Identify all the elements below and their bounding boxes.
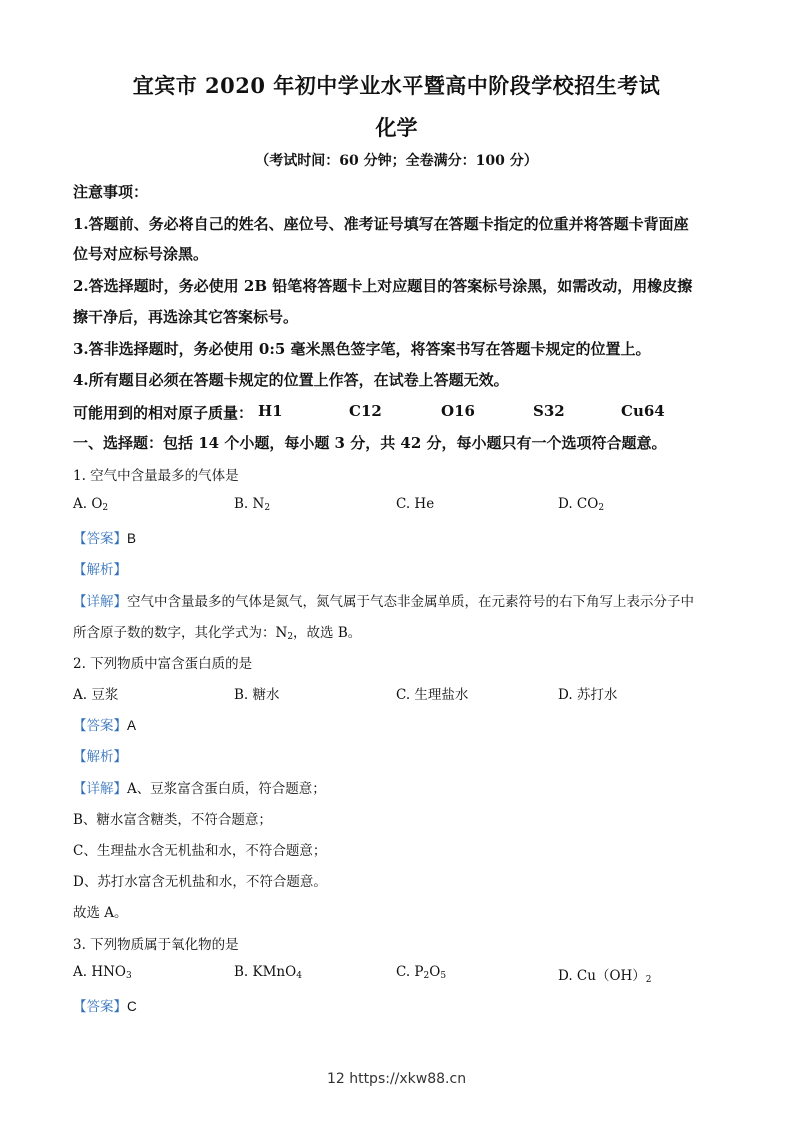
q2-answer-value: A — [127, 718, 137, 733]
atomic-mass-s: S32 — [533, 402, 565, 420]
q2-option-d: D. 苏打水 — [558, 687, 618, 703]
q3-option-b: B. KMnO$_4$ — [234, 964, 302, 981]
q2-option-a: A. 豆浆 — [73, 687, 119, 703]
q2-option-b: B. 糖水 — [234, 687, 280, 703]
notice-item-2-line-2: 擦干净后，再选涂其它答案标号。 — [73, 308, 299, 326]
q3-stem: 3. 下列物质属于氧化物的是 — [73, 937, 239, 953]
q2-option-c: C. 生理盐水 — [396, 687, 469, 703]
subject-title: 化学 — [375, 115, 418, 140]
q1-detail-line-1: 【详解】空气中含量最多的气体是氮气，氮气属于气态非金属单质，在元素符号的右下角写上表示分子中 — [73, 594, 694, 610]
q1-detail-line-2: 所含原子数的数字，其化学式为：$N_2$，故选 B。 — [73, 625, 362, 642]
notice-item-2-line-1: 2.答选择题时，务必使用 2B 铅笔将答题卡上对应题目的答案标号涂黑，如需改动，用橡皮擦 — [73, 277, 693, 295]
q1-answer — [73, 527, 136, 547]
notice-item-1-line-1: 1.答题前、务必将自己的姓名、座位号、准考证号填写在答题卡指定的位重并将答题卡背面座 — [73, 215, 689, 233]
notice-item-1-line-2: 位号对应标号涂黑。 — [73, 245, 209, 263]
q2-detail-line-1: 【详解】A、豆浆富含蛋白质，符合题意； — [73, 781, 326, 797]
answer-tag: 【答案】 — [73, 718, 127, 734]
atomic-mass-o: O16 — [441, 402, 475, 420]
q3-option-a: A. $HNO_3$ — [73, 964, 132, 981]
q2-conclusion: 故选 A。 — [73, 905, 128, 921]
q1-answer-value: B — [127, 531, 137, 546]
notice-heading: 注意事项： — [73, 183, 149, 201]
q2-answer — [73, 714, 136, 734]
atomic-mass-cu: Cu64 — [621, 402, 665, 420]
q1-option-a: A. $O_2$ — [73, 496, 109, 513]
detail-tag: 【详解】 — [73, 594, 127, 610]
q1-option-d: D. $CO_2$ — [558, 496, 605, 513]
atomic-mass-h: H1 — [258, 402, 283, 420]
q1-stem: 1. 空气中含量最多的气体是 — [73, 468, 239, 484]
q1-option-b: B. $N_2$ — [234, 496, 271, 513]
atomic-mass-label: 可能用到的相对原子质量： — [73, 404, 254, 422]
q3-option-d: D. $Cu(OH)_2$ — [558, 968, 652, 985]
atomic-mass-c: C12 — [349, 402, 382, 420]
q3-answer-value: C — [127, 999, 137, 1014]
detail-tag: 【详解】 — [73, 781, 127, 797]
answer-tag: 【答案】 — [73, 531, 127, 547]
q2-detail-line-2: B、糖水富含糖类，不符合题意； — [73, 812, 272, 828]
q1-analysis-tag: 【解析】 — [73, 562, 127, 578]
q3-option-c: C. $P_2O_5$ — [396, 964, 447, 981]
q2-detail-line-3: C、生理盐水含无机盐和水，不符合题意； — [73, 843, 327, 859]
q2-detail-line-4: D、苏打水富含无机盐和水，不符合题意。 — [73, 874, 327, 890]
q2-stem: 2. 下列物质中富含蛋白质的是 — [73, 656, 253, 672]
q3-answer — [73, 995, 137, 1015]
answer-tag: 【答案】 — [73, 999, 127, 1015]
q2-analysis-tag: 【解析】 — [73, 749, 127, 765]
notice-item-4: 4.所有题目必须在答题卡规定的位置上作答，在试卷上答题无效。 — [73, 371, 509, 389]
section-1-heading: 一、选择题：包括 14 个小题，每小题 3 分，共 42 分，每小题只有一个选项符合题意。 — [73, 434, 667, 452]
page-footer: 12 https://xkw88.cn — [326, 1071, 467, 1087]
q1-option-c: C. He — [396, 496, 435, 512]
exam-title: 宜宾市 2020 年初中学业水平暨高中阶段学校招生考试 — [132, 73, 661, 98]
exam-info: （考试时间：60 分钟；全卷满分：100 分） — [255, 153, 538, 169]
notice-item-3: 3.答非选择题时，务必使用 0:5 毫米黑色签字笔，将答案书写在答题卡规定的位置上。 — [73, 340, 651, 358]
